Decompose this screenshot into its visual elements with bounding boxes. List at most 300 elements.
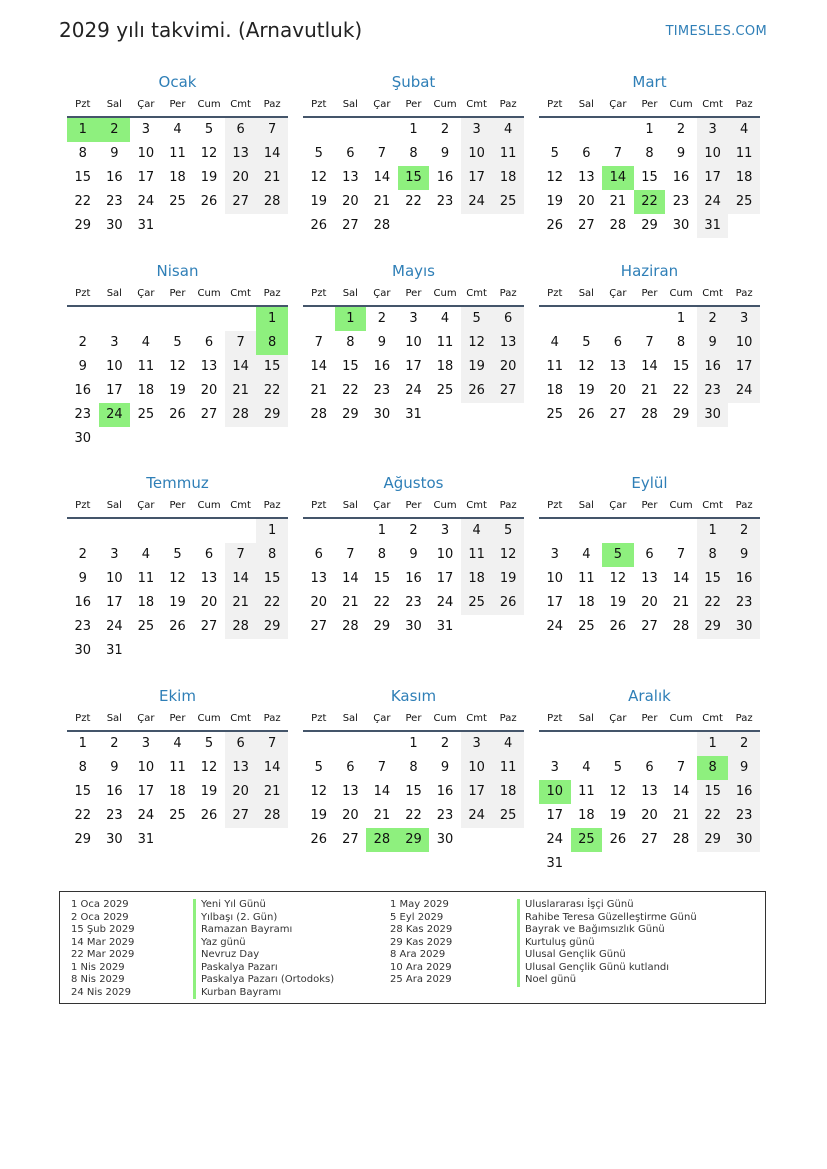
- day: 31: [137, 218, 155, 233]
- empty-cell: [99, 519, 131, 543]
- day: 7: [225, 331, 257, 355]
- holiday-date: 1 Nis 2029: [71, 961, 125, 973]
- day: 20: [342, 194, 359, 209]
- weekday-label: Paz: [499, 287, 517, 299]
- day: 27: [492, 379, 524, 403]
- holiday-day: 8: [697, 756, 729, 780]
- day: 5: [173, 547, 182, 562]
- weekday-label: Cmt: [466, 287, 487, 299]
- day-grid: [67, 118, 288, 238]
- day: 25: [728, 190, 760, 214]
- day: 28: [256, 190, 288, 214]
- day: 20: [578, 194, 595, 209]
- day: 7: [256, 118, 288, 142]
- day: 28: [373, 218, 391, 233]
- holiday-day: 15: [398, 166, 430, 190]
- day: 11: [169, 146, 186, 161]
- day: 20: [225, 166, 257, 190]
- day: 12: [609, 571, 627, 586]
- day: 22: [74, 808, 92, 823]
- day: 1: [377, 523, 387, 538]
- day: 8: [697, 543, 729, 567]
- day: 19: [200, 784, 218, 799]
- month-name: Temmuz: [146, 474, 209, 492]
- day: 9: [377, 335, 387, 350]
- weekday-label: Sal: [578, 712, 594, 724]
- holiday-day: 10: [539, 780, 571, 804]
- day: 3: [440, 523, 450, 538]
- day: 6: [346, 146, 355, 161]
- day: 13: [225, 142, 257, 166]
- day: 11: [578, 784, 595, 799]
- day: 2: [78, 335, 87, 350]
- day: 16: [672, 170, 690, 185]
- month-name: Nisan: [156, 262, 199, 280]
- day: 12: [310, 170, 328, 185]
- day: 26: [492, 591, 524, 615]
- day: 1: [256, 519, 288, 543]
- weekday-header: [303, 706, 524, 732]
- holiday-date: 22 Mar 2029: [71, 949, 135, 960]
- day: 19: [200, 170, 218, 185]
- day: 26: [200, 194, 218, 209]
- month-4: [303, 261, 524, 427]
- day: 29: [256, 403, 288, 427]
- day: 12: [578, 359, 595, 374]
- holiday-day: 2: [99, 118, 131, 142]
- holiday-name: Yılbaşı (2. Gün): [193, 912, 334, 925]
- day: 31: [405, 407, 422, 422]
- day: 22: [405, 194, 422, 209]
- holiday-date: 14 Mar 2029: [71, 936, 135, 948]
- empty-cell: [303, 118, 335, 142]
- day: 27: [578, 218, 595, 233]
- day: 8: [78, 146, 87, 161]
- day: 7: [645, 335, 654, 350]
- day: 21: [373, 808, 391, 823]
- day: 7: [613, 146, 623, 161]
- day: 2: [440, 122, 450, 137]
- day: 26: [200, 808, 218, 823]
- weekday-header: [67, 281, 288, 307]
- month-9: [67, 686, 288, 852]
- day: 30: [436, 832, 454, 847]
- day: 8: [409, 146, 418, 161]
- day: 2: [440, 736, 450, 751]
- day: 11: [436, 335, 454, 350]
- day-grid: [67, 732, 288, 852]
- day: 11: [137, 359, 155, 374]
- holiday-name: Paskalya Pazarı: [193, 962, 334, 975]
- day: 27: [641, 619, 658, 634]
- day: 30: [697, 403, 729, 427]
- holiday-name: Paskalya Pazarı (Ortodoks): [193, 974, 334, 987]
- day: 19: [609, 808, 627, 823]
- weekday-label: Paz: [499, 712, 517, 724]
- day: 31: [137, 832, 155, 847]
- holiday-day: 14: [602, 166, 634, 190]
- weekday-label: Çar: [373, 712, 391, 724]
- day: 8: [409, 760, 418, 775]
- day-grid: [303, 307, 524, 427]
- day: 12: [310, 784, 328, 799]
- day: 28: [225, 615, 257, 639]
- day: 13: [641, 784, 658, 799]
- weekday-label: Sal: [342, 98, 358, 110]
- weekday-label: Çar: [137, 98, 155, 110]
- weekday-header: [539, 493, 760, 519]
- day: 22: [405, 808, 422, 823]
- weekday-label: Cum: [433, 98, 457, 110]
- weekday-label: Pzt: [311, 287, 327, 299]
- month-3: [67, 261, 288, 451]
- weekday-label: Cmt: [466, 712, 487, 724]
- day: 28: [672, 619, 690, 634]
- weekday-label: Sal: [578, 98, 594, 110]
- weekday-label: Cum: [669, 287, 693, 299]
- day: 14: [310, 359, 328, 374]
- brand-link[interactable]: TIMESLES.COM: [665, 24, 767, 39]
- day: 10: [106, 359, 123, 374]
- day: 3: [550, 760, 559, 775]
- holiday-name: Kurtuluş günü: [517, 937, 697, 950]
- day: 3: [409, 311, 418, 326]
- day: 28: [310, 407, 328, 422]
- holiday-date: 5 Eyl 2029: [390, 911, 444, 923]
- weekday-header: [303, 493, 524, 519]
- day: 24: [546, 619, 564, 634]
- weekday-label: Sal: [342, 712, 358, 724]
- empty-cell: [634, 307, 666, 331]
- day: 15: [641, 170, 658, 185]
- day: 19: [609, 595, 627, 610]
- day: 28: [641, 407, 658, 422]
- day-grid: [67, 519, 288, 663]
- day: 18: [461, 567, 493, 591]
- day: 7: [225, 543, 257, 567]
- day: 9: [78, 359, 87, 374]
- holiday-day: 25: [571, 828, 603, 852]
- day: 5: [613, 760, 623, 775]
- day: 23: [74, 619, 92, 634]
- weekday-label: Pzt: [547, 287, 563, 299]
- day: 21: [256, 780, 288, 804]
- day: 26: [609, 619, 627, 634]
- day: 16: [728, 567, 760, 591]
- month-name: Eylül: [631, 474, 668, 492]
- month-name: Ocak: [158, 73, 197, 91]
- day: 31: [697, 214, 729, 238]
- holiday-date: 8 Nis 2029: [71, 974, 125, 985]
- day: 29: [256, 615, 288, 639]
- weekday-label: Per: [641, 98, 658, 110]
- day: 18: [578, 595, 595, 610]
- day: 3: [728, 307, 760, 331]
- day: 17: [106, 595, 123, 610]
- day: 29: [641, 218, 658, 233]
- day: 13: [200, 571, 218, 586]
- day: 24: [137, 194, 155, 209]
- day: 15: [342, 359, 359, 374]
- weekday-label: Pzt: [311, 499, 327, 511]
- weekday-label: Çar: [373, 499, 391, 511]
- day: 8: [377, 547, 387, 562]
- weekday-label: Paz: [263, 98, 281, 110]
- day: 18: [137, 383, 155, 398]
- weekday-label: Cum: [433, 712, 457, 724]
- day: 20: [200, 383, 218, 398]
- day: 14: [373, 784, 391, 799]
- holiday-date: 8 Ara 2029: [390, 949, 446, 960]
- day: 13: [492, 331, 524, 355]
- day: 6: [225, 118, 257, 142]
- weekday-label: Cmt: [230, 287, 251, 299]
- weekday-label: Per: [169, 98, 186, 110]
- weekday-label: Pzt: [547, 499, 563, 511]
- day: 15: [697, 780, 729, 804]
- empty-cell: [539, 307, 571, 331]
- day: 5: [173, 335, 182, 350]
- day: 4: [440, 311, 450, 326]
- empty-cell: [665, 732, 697, 756]
- day: 15: [74, 784, 92, 799]
- day: 18: [728, 166, 760, 190]
- day: 11: [578, 571, 595, 586]
- day: 4: [461, 519, 493, 543]
- day: 30: [106, 832, 123, 847]
- day: 5: [314, 146, 323, 161]
- day: 1: [676, 311, 686, 326]
- weekday-label: Cmt: [466, 499, 487, 511]
- day: 21: [342, 595, 359, 610]
- day: 7: [256, 732, 288, 756]
- day: 5: [461, 307, 493, 331]
- weekday-label: Per: [169, 499, 186, 511]
- day-grid: [539, 307, 760, 427]
- day: 6: [346, 760, 355, 775]
- day: 21: [225, 591, 257, 615]
- day: 17: [461, 166, 493, 190]
- weekday-label: Per: [169, 712, 186, 724]
- day: 12: [609, 784, 627, 799]
- day: 27: [342, 218, 359, 233]
- day: 11: [461, 543, 493, 567]
- month-2: [539, 72, 760, 238]
- day: 6: [314, 547, 323, 562]
- day: 1: [409, 122, 418, 137]
- day: 13: [609, 359, 627, 374]
- day: 27: [342, 832, 359, 847]
- weekday-label: Paz: [735, 499, 753, 511]
- holiday-name: Yaz günü: [193, 937, 334, 950]
- weekday-label: Paz: [735, 287, 753, 299]
- day: 3: [461, 732, 493, 756]
- weekday-header: [67, 706, 288, 732]
- day: 11: [492, 142, 524, 166]
- weekday-label: Sal: [342, 287, 358, 299]
- weekday-label: Sal: [106, 287, 122, 299]
- day: 27: [200, 619, 218, 634]
- day: 10: [106, 571, 123, 586]
- day: 29: [342, 407, 359, 422]
- day: 17: [697, 166, 729, 190]
- day: 6: [645, 760, 654, 775]
- day: 9: [110, 146, 119, 161]
- day: 20: [200, 595, 218, 610]
- day: 9: [409, 547, 418, 562]
- weekday-label: Paz: [735, 712, 753, 724]
- day: 30: [74, 431, 92, 446]
- day: 28: [225, 403, 257, 427]
- day: 3: [141, 122, 151, 137]
- weekday-label: Per: [405, 499, 422, 511]
- day: 27: [609, 407, 627, 422]
- day: 28: [609, 218, 627, 233]
- day: 28: [342, 619, 359, 634]
- empty-cell: [665, 519, 697, 543]
- empty-cell: [634, 519, 666, 543]
- day: 26: [578, 407, 595, 422]
- day: 16: [405, 571, 422, 586]
- day: 13: [225, 756, 257, 780]
- day: 28: [672, 832, 690, 847]
- month-11: [539, 686, 760, 876]
- holiday-name: Nevruz Day: [193, 949, 334, 962]
- weekday-label: Paz: [499, 499, 517, 511]
- weekday-label: Cum: [197, 712, 221, 724]
- weekday-label: Per: [405, 98, 422, 110]
- empty-cell: [303, 732, 335, 756]
- day: 23: [405, 595, 422, 610]
- weekday-label: Cum: [197, 287, 221, 299]
- month-name: Ağustos: [383, 474, 444, 492]
- day: 26: [546, 218, 564, 233]
- day: 10: [728, 331, 760, 355]
- empty-cell: [225, 519, 257, 543]
- month-6: [67, 473, 288, 663]
- day: 24: [461, 190, 493, 214]
- day: 29: [74, 832, 92, 847]
- empty-cell: [602, 118, 634, 142]
- day: 16: [728, 780, 760, 804]
- month-name: Mayıs: [392, 262, 435, 280]
- weekday-label: Cum: [669, 712, 693, 724]
- month-5: [539, 261, 760, 427]
- day: 2: [110, 736, 119, 751]
- day: 4: [173, 736, 182, 751]
- holiday-day: 29: [398, 828, 430, 852]
- day: 30: [405, 619, 422, 634]
- holiday-date: 1 Oca 2029: [71, 899, 129, 910]
- weekday-label: Çar: [373, 98, 391, 110]
- weekday-label: Pzt: [311, 712, 327, 724]
- day: 30: [106, 218, 123, 233]
- day: 26: [310, 218, 328, 233]
- holiday-day: 1: [67, 118, 99, 142]
- day: 12: [492, 543, 524, 567]
- holiday-day: 1: [335, 307, 367, 331]
- day: 9: [728, 756, 760, 780]
- day: 25: [578, 619, 595, 634]
- day: 27: [641, 832, 658, 847]
- holiday-name: Noel günü: [517, 974, 697, 987]
- day: 18: [546, 383, 564, 398]
- day: 1: [697, 732, 729, 756]
- day: 4: [173, 122, 182, 137]
- day: 16: [106, 784, 123, 799]
- day: 24: [405, 383, 422, 398]
- day: 4: [582, 547, 591, 562]
- day: 5: [204, 736, 214, 751]
- day: 6: [645, 547, 654, 562]
- day: 9: [697, 331, 729, 355]
- day: 19: [169, 383, 186, 398]
- day: 9: [440, 760, 450, 775]
- day: 5: [550, 146, 559, 161]
- day: 13: [578, 170, 595, 185]
- empty-cell: [303, 307, 335, 331]
- day: 20: [641, 808, 658, 823]
- day: 24: [436, 595, 454, 610]
- day: 23: [106, 194, 123, 209]
- empty-cell: [67, 519, 99, 543]
- day: 20: [342, 808, 359, 823]
- day: 21: [672, 595, 690, 610]
- day: 30: [74, 643, 92, 658]
- day: 27: [225, 190, 257, 214]
- empty-cell: [303, 519, 335, 543]
- weekday-label: Paz: [263, 287, 281, 299]
- holiday-date: 28 Kas 2029: [390, 924, 453, 935]
- empty-cell: [539, 519, 571, 543]
- weekday-header: [67, 493, 288, 519]
- day: 25: [137, 619, 155, 634]
- holiday-date: 24 Nis 2029: [71, 986, 131, 998]
- weekday-label: Sal: [342, 499, 358, 511]
- day: 6: [613, 335, 623, 350]
- empty-cell: [67, 307, 99, 331]
- day: 12: [200, 760, 218, 775]
- day-grid: [67, 307, 288, 451]
- day: 19: [578, 383, 595, 398]
- empty-cell: [193, 519, 225, 543]
- day: 20: [609, 383, 627, 398]
- weekday-header: [539, 706, 760, 732]
- weekday-label: Cmt: [702, 712, 723, 724]
- day: 23: [728, 591, 760, 615]
- weekday-label: Cmt: [466, 98, 487, 110]
- day: 22: [697, 804, 729, 828]
- weekday-header: [303, 92, 524, 118]
- holiday-date: 10 Ara 2029: [390, 961, 452, 973]
- legend-dates-col-2: [390, 899, 452, 987]
- day: 7: [377, 146, 387, 161]
- day: 19: [310, 194, 328, 209]
- month-name: Mart: [632, 73, 667, 91]
- day: 17: [436, 571, 454, 586]
- empty-cell: [571, 307, 603, 331]
- day: 21: [641, 383, 658, 398]
- weekday-label: Cmt: [702, 98, 723, 110]
- weekday-label: Pzt: [75, 712, 91, 724]
- day: 4: [582, 760, 591, 775]
- day: 20: [641, 595, 658, 610]
- day: 21: [225, 379, 257, 403]
- weekday-label: Sal: [106, 712, 122, 724]
- weekday-label: Per: [169, 287, 186, 299]
- day: 15: [405, 784, 422, 799]
- weekday-label: Per: [641, 712, 658, 724]
